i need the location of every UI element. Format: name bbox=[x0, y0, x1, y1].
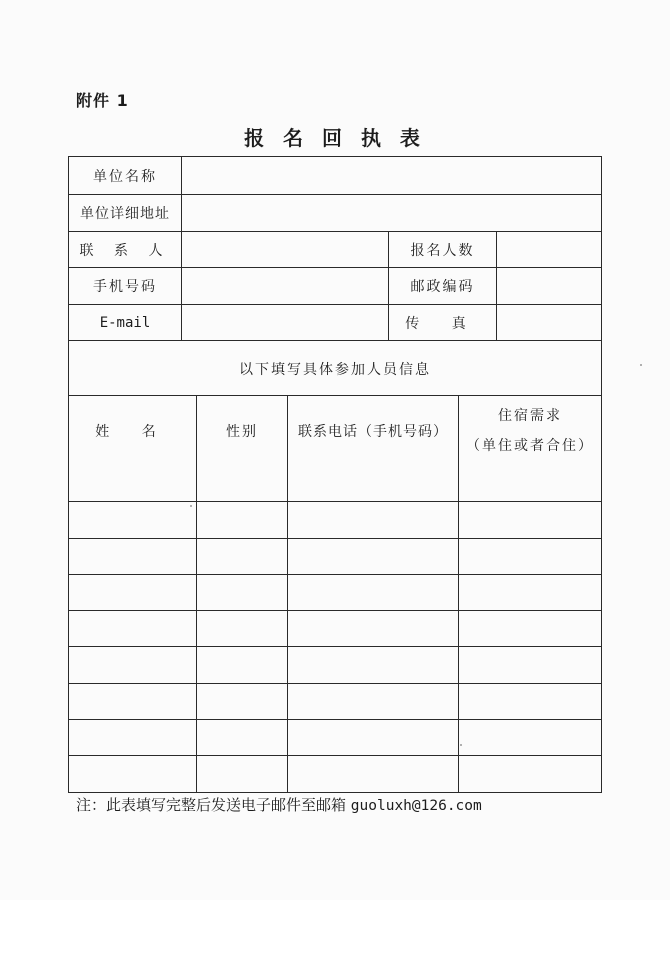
participant-row bbox=[69, 610, 601, 646]
contact-row bbox=[69, 231, 601, 267]
participant-name-cell[interactable] bbox=[69, 502, 196, 537]
participant-lodging-cell[interactable] bbox=[458, 756, 601, 791]
participant-gender-cell[interactable] bbox=[196, 611, 287, 646]
mobile-field[interactable] bbox=[181, 268, 388, 304]
name-column-header: 姓 名 bbox=[95, 423, 170, 440]
participant-phone-cell[interactable] bbox=[287, 647, 458, 682]
participant-lodging-cell[interactable] bbox=[458, 465, 601, 501]
unit-name-field[interactable] bbox=[181, 157, 601, 194]
participant-phone-cell[interactable] bbox=[287, 611, 458, 646]
participant-row bbox=[69, 683, 601, 719]
participant-lodging-cell[interactable] bbox=[458, 720, 601, 755]
participant-gender-cell[interactable] bbox=[196, 756, 287, 791]
postcode-field[interactable] bbox=[496, 268, 601, 304]
registrants-field[interactable] bbox=[496, 232, 601, 267]
participant-name-cell[interactable] bbox=[69, 611, 196, 646]
attachment-label: 附件 1 bbox=[76, 91, 129, 110]
participant-row bbox=[69, 574, 601, 610]
fax-label: 传 真 bbox=[388, 305, 496, 340]
participant-name-cell[interactable] bbox=[69, 720, 196, 755]
participant-lodging-cell[interactable] bbox=[458, 539, 601, 574]
contact-field[interactable] bbox=[181, 232, 388, 267]
lodging-column-header bbox=[458, 396, 601, 465]
participant-phone-cell[interactable] bbox=[287, 465, 458, 501]
participant-gender-cell[interactable] bbox=[196, 684, 287, 719]
email-field[interactable] bbox=[181, 305, 388, 340]
participant-name-cell[interactable] bbox=[69, 465, 196, 501]
footer-note bbox=[76, 794, 482, 815]
participant-phone-cell[interactable] bbox=[287, 720, 458, 755]
participant-gender-cell[interactable] bbox=[196, 502, 287, 537]
participant-phone-cell[interactable] bbox=[287, 539, 458, 574]
scan-speck bbox=[190, 505, 192, 507]
email-row bbox=[69, 304, 601, 340]
participant-lodging-cell[interactable] bbox=[458, 502, 601, 537]
page-title: 报 名 回 执 表 bbox=[244, 126, 426, 150]
participant-gender-cell[interactable] bbox=[196, 465, 287, 501]
page-bottom-margin bbox=[0, 900, 670, 959]
participants-header-row bbox=[69, 395, 601, 465]
gender-column-header: 性别 bbox=[196, 396, 287, 465]
participant-row bbox=[69, 646, 601, 682]
section-title: 以下填写具体参加人员信息 bbox=[239, 362, 431, 378]
participant-lodging-cell[interactable] bbox=[458, 684, 601, 719]
unit-address-row bbox=[69, 194, 601, 231]
fax-field[interactable] bbox=[496, 305, 601, 340]
participant-lodging-cell[interactable] bbox=[458, 575, 601, 610]
participant-gender-cell[interactable] bbox=[196, 720, 287, 755]
participant-name-cell[interactable] bbox=[69, 756, 196, 791]
email-label: E-mail bbox=[99, 314, 151, 331]
contact-email: guoluxh@126.com bbox=[350, 798, 482, 814]
participant-name-cell[interactable] bbox=[69, 539, 196, 574]
unit-name-label: 单位名称 bbox=[93, 168, 157, 185]
participant-gender-cell[interactable] bbox=[196, 647, 287, 682]
postcode-label: 邮政编码 bbox=[388, 268, 496, 304]
scan-speck bbox=[640, 364, 642, 366]
registrants-label: 报名人数 bbox=[388, 232, 496, 267]
participant-gender-cell[interactable] bbox=[196, 539, 287, 574]
participant-name-cell[interactable] bbox=[69, 647, 196, 682]
participant-gender-cell[interactable] bbox=[196, 575, 287, 610]
unit-address-label: 单位详细地址 bbox=[80, 206, 170, 222]
registration-form-table bbox=[68, 156, 602, 793]
participant-row bbox=[69, 719, 601, 755]
participant-phone-cell[interactable] bbox=[287, 575, 458, 610]
lodging-header-line1: 住宿需求 bbox=[498, 407, 562, 424]
unit-address-field[interactable] bbox=[181, 195, 601, 231]
participant-phone-cell[interactable] bbox=[287, 502, 458, 537]
mobile-label: 手机号码 bbox=[93, 279, 157, 295]
phone-column-header: 联系电话（手机号码） bbox=[287, 396, 458, 465]
participant-name-cell[interactable] bbox=[69, 575, 196, 610]
participant-row bbox=[69, 501, 601, 537]
participant-name-cell[interactable] bbox=[69, 684, 196, 719]
participant-lodging-cell[interactable] bbox=[458, 611, 601, 646]
footer-note-text: 注：此表填写完整后发送电子邮件至邮箱 bbox=[76, 796, 347, 814]
participant-phone-cell[interactable] bbox=[287, 756, 458, 791]
section-title-row bbox=[69, 340, 601, 395]
participant-rows bbox=[69, 465, 601, 792]
participant-lodging-cell[interactable] bbox=[458, 647, 601, 682]
participant-phone-cell[interactable] bbox=[287, 684, 458, 719]
participant-row bbox=[69, 465, 601, 501]
unit-name-row bbox=[69, 157, 601, 194]
participant-row bbox=[69, 755, 601, 791]
scan-speck bbox=[460, 744, 462, 746]
lodging-header-line2: （单住或者合住） bbox=[466, 437, 594, 454]
mobile-row bbox=[69, 267, 601, 304]
contact-label: 联 系 人 bbox=[79, 242, 171, 259]
participant-row bbox=[69, 538, 601, 574]
